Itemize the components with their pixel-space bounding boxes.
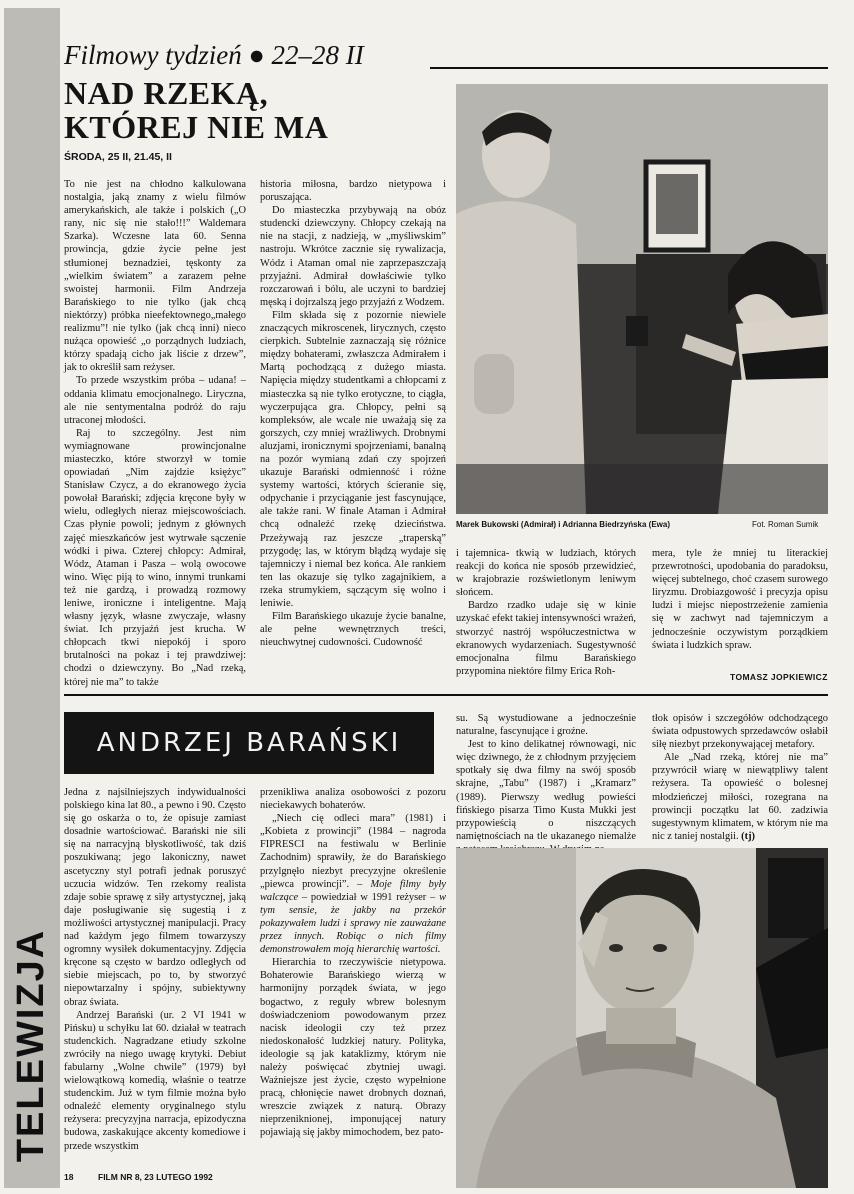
issue-info: FILM NR 8, 23 LUTEGO 1992 xyxy=(98,1172,213,1182)
weekly-header xyxy=(64,40,364,71)
film-still-illustration xyxy=(456,84,828,514)
article2-column-4: tłok opisów i szczegółów odchodzącego świata odpustowych sprzedawców osłabił siłę niezbyt przekonywającej metafory. Ale „Nad rzeką, której nie ma” przywrócił wiarę w niewątpliwy talent reżysera. Ta opowieść o bolesnej młodzieńczej miłości, rozegrana na prowincji początku lat 60. zadziwia sugestywnym klimatem, w którym nie ma nic z taniej nostalgii. (tj) xyxy=(652,713,828,842)
photo-credit: Fot. Roman Sumik xyxy=(752,520,819,529)
photo-caption: Marek Bukowski (Admirał) i Adrianna Biedrzyńska (Ewa) xyxy=(456,520,670,529)
article1-column-1: To nie jest na chłodno kalkulowana nostalgia, jaką znamy z wielu filmów amerykańskich, ale także i polskich („O rany, nic się nie stało!!!” Waldemara Szarka). Wczesne lata 60. Senna prowincja, gdzie życie pełne jest stłumionej beznadziei, tęskonty za „wielkim światem” a zarazem pełne swoistej harmonii. Film Andrzeja Barańskiego to nie tylko (jak chcą niektórzy) próbka nieefektownego„małego realizmu”! nie tylko (jak chcą inni) nieco nużąca opowieść „o porządnych ludziach, którzy spadają cicho jak liście z drzew”, jak to określił sam reżyser. To przede wszystkim próba – udana! – oddania klimatu emocjonalnego. Liryczna, ale nie sentymentalna podróż do raju utraconej młodości. Raj to szczególny. Jest nim wymiagnowane prowincjonalne miasteczko, które stworzył w tomie opowiadań „Nim zajdzie księżyc” Stanisław Czycz, a do ekranowego życia powołał Barański; zdjęcia kręcone były w wielu, odległych nieraz miejscowościach. Czas płynie powoli; jednym z głównych zajęć mieszkańców jest wytrwałe sączenie wódki i piwa. Czterej chłopcy: Admirał, Wódz, Ataman i Pasza – wolą owocowe wino. Więc piją to wino, innymi trunkami też nie gardzą, i prowadzą rozmowy leniwe, ironiczne i inteligentne. Mają własny język, własne zwyczaje, własny świat. Ich przyjaźń jest krucha. W chłopcach tkwi niepokój i sporo brutalności na pokaz i tej prawdziwej: chodzi o dziewczyny. Bo „Nad rzeką, której nie ma” to także xyxy=(64,179,246,688)
page-number: 18 xyxy=(64,1172,74,1182)
film-still-photo xyxy=(456,84,828,514)
article1-column-2: historia miłosna, bardzo nietypowa i poruszająca. Do miasteczka przybywają na obóz studencki dziewczyny. Chłopcy czekają na nie na stacji, z nadzieją, w „myśliwskim” nastroju. Wkrótce zacznie się rywalizacja, Wódz i Ataman omal nie zaprzepaszczają przyjaźni. Admirał dowłaściwie tylko rozczarowań i bólu, ale uczyni to bardziej męską i dojrzalszą jego przyjaźń z Wodzem. Film składa się z pozornie niewiele znaczących mikroscenek, lirycznych, często cierpkich. Subtelnie zaznaczają się różnice między bohaterami, zwłaszcza Admirałem i Martą pochodzącą z dużego miasta. Napięcia między studentkami a chłopcami z miasteczka są nie tylko erotyczne, to ciągła, wyczerpująca gra. Chłopcy, pełni są kompleksów, ale wcale nie uważają się za gorszych, czy mniej wrażliwych. Drobnymi aluzjami, ironicznymi spojrzeniami, banalną na pozór wymianą zdań czy spojrzeń ukazuje Barański odmienność i różne systemy wartości, których ścieranie się, odpychanie i przyciąganie jest fascynujące, ale także rani. W finale Ataman i Admirał chcą odnaleźć rzekę dzieciństwa. Przeżywają raz jeszcze „traperską” przygodę; las, w którym błądzą wydaje się tajemniczy i niemal bez końca. Ale rankiem ten las okazuje się tylko zagajnikiem, a rzeka strumykiem, sączącym się wolno i leniwie. Film Barańskiego ukazuje życie banalne, ale pełne wewnętrznych treści, nieuchwytnej cudowności. Cudowność xyxy=(260,179,446,649)
article2-column-2: przenikliwa analiza osobowości z pozoru nieciekawych bohaterów. „Niech cię odleci mara” (1981) i „Kobieta z prowincji” (1984 – nagroda FIPRESCI na festiwalu w Berlinie Zachodnim) sprawiły, że do Barańskiego przylgnęło niezbyt precyzyjne określenie „piewca prowincji”. – Moje filmy były walczące – powiedział w 1991 reżyser – w tym sensie, że jakby na przekór pokazywałem ludzi i sprawy nie zauważane przez innych. Robiąc o nich filmy demonstrowałem moją hierarchię wartości. Hierarchia to rzeczywiście nietypowa. Bohaterowie Barańskiego wierzą w harmonijny porządek świata, w jego bogactwo, z reguły wbrew bolesnym doświadczeniom powodowanym przez nacisk ideologii czy też przez niedoskonałość ludzkiej natury. Polityka, ideologie są jak kataklizmy, którym nie należy poświęcać zbytniej uwagi. Ważniejsze jest życie, często wypełnione pracą, chłonięcie nawet drobnych doznań, wreszcie związek z naturą. Obrazy nieprzeniknionej, imponującej natury pojawiają się jakby mimochodem, bez pato- xyxy=(260,787,446,1139)
broadcast-dateline: ŚRODA, 25 II, 21.45, II xyxy=(64,151,172,163)
author-initials: (tj) xyxy=(741,830,756,842)
article1-column-4: mera, tyle że mniej tu literackiej przewrotności, upodobania do paradoksu, więcej subtelnego, choć czasem surowego liryzmu. Drobiazgowość i precyzja opisu ludzi i miejsc niepostrzeżenie zamienia się w zachwyt nad tajemniczym a jednocześnie oczywistym porządkiem świata i ludzkich spraw. xyxy=(652,548,828,651)
section-tag: TELEWIZJA xyxy=(10,928,53,1162)
header-rule xyxy=(430,67,828,69)
article2-column-1: Jedna z najsilniejszych indywidualności polskiego kina lat 80., a pewno i 90. Często się go oskarża o to, że opisuje zamiast dosadnie wartościować. Barański nie sili się na narracyjną błyskotliwość, tak dziś poszukiwaną; jego lakoniczny, nawet ascetyczny styl potrafi jednak poruszyć uczucia widzów. Ten rzekomy realista zdaje sobie sprawę z siły artystycznej, jaką daje posługiwanie się sugestią i z możliwości artystycznej manipulacji. Pracy nad każdym jego filmem towarzyszy ogromny wysiłek dokumentacyjny. Zdjęcia kręcone są często w bardzo odległych od siebie miejscach, po to, by stworzyć niepowtarzalny i spójny, subiektywny obraz świata. Andrzej Barański (ur. 2 VI 1941 w Pińsku) u schyłku lat 60. działał w teatrach studenckich. Nagradzane etiudy szkolne zwróciły na niego uwagę krytyki. Debiut fabularny „Wolne chwile” (1979) był wielowątkową komedią, właśnie o teatrze studenckim. Już w tym filmie można było odnaleźć elementy oryginalnego stylu reżysera: precyzyjna narracja, epizodyczna budowa, zaskakujące akcenty komediowe i przede wszystkim xyxy=(64,787,246,1152)
bullet-icon: ● xyxy=(248,40,265,70)
profile-banner: ANDRZEJ BARAŃSKI xyxy=(64,712,434,774)
portrait-illustration xyxy=(456,848,828,1188)
author-signature: TOMASZ JOPKIEWICZ xyxy=(730,672,828,682)
header-title: Filmowy tydzień xyxy=(64,40,242,70)
article-title: NAD RZEKĄ, KTÓREJ NIE MA xyxy=(64,75,329,145)
article1-column-3: i tajemnica- tkwią w ludziach, których reakcji do końca nie sposób przewidzieć, w krajobrazie rozświetlonym leniwym słońcem. Bardzo rzadko udaje się w kinie uzyskać efekt takiej intensywności wrażeń, stworzyć nastrój współuczestnictwa w ekranowych wydarzeniach. Sugestywność emocjonalna filmu Barańskiego przypomina niektóre filmy Erica Roh- xyxy=(456,548,636,677)
header-dates: 22–28 II xyxy=(271,40,364,70)
article2-column-3: su. Są wystudiowane a jednocześnie naturalne, fascynujące i groźne. Jest to kino delikatnej równowagi, nic więc dziwnego, że z chłodnym przyjęciem spotkały się dwa filmy na swój sposób skrajne, „Tabu” (1987) i „Kramarz” (1989). Pierwszy według powieści fińskiego pisarza Timo Kusta Mukki jest przypowieścią o niszczących namiętnościach na tle ukazanego niemalże xyxy=(456,713,636,842)
director-portrait-photo xyxy=(456,848,828,1188)
section-divider xyxy=(64,694,828,696)
